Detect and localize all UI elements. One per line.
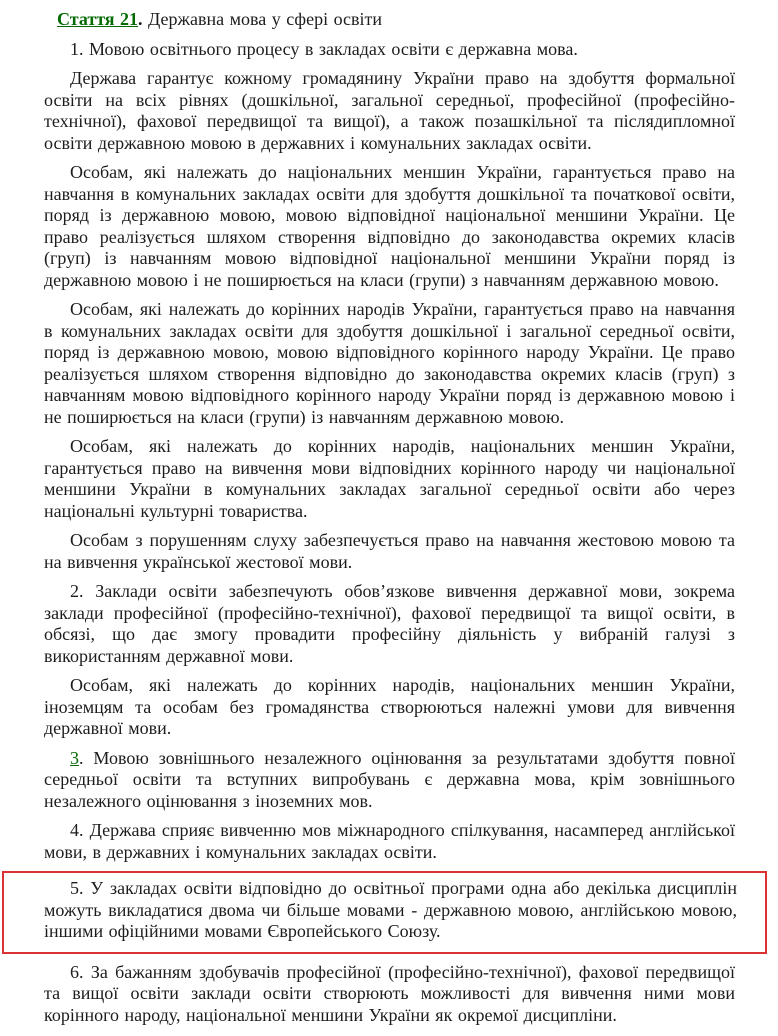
article-title — [44, 9, 735, 31]
paragraph-indigenous-peoples: Особам, які належать до корінних народів України, гарантується право на навчання в комунальних закладах освіти для здобуття дошкільної і загальної середньої освіти, поряд із державною мовою, мовою відповідного корінного народу України. Це право реалізується шляхом створення відповідно до законодавства окремих класів (груп) з навчанням мовою відповідного корінного народу України поряд із державною мовою і не поширюється на класи (групи) із навчанням державною мовою. — [44, 299, 735, 427]
paragraph-part1: 1. Мовою освітнього процесу в закладах освіти є державна мова. — [70, 38, 578, 59]
paragraph-part2: 2. Заклади освіти забезпечують обов’язкове вивчення державної мови, зокрема заклади професійної (професійно-технічної), фахової передвищої та вищої освіти, в обсязі, що дає змогу провадити професійну діяльність у вибраній галузі з використанням державної мови. — [44, 581, 735, 666]
paragraph-language-study-right: Особам, які належать до корінних народів, національних меншин України, гарантується право на вивчення мови відповідних корінного народу чи національної меншини України в комунальних закладах загальної середньої освіти або через національні культурні товариства. — [44, 436, 735, 521]
paragraph-sign-language: Особам з порушенням слуху забезпечується право на навчання жестовою мовою та на вивчення української жестової мови. — [44, 530, 735, 572]
article-title-separator: . — [138, 9, 143, 29]
paragraph-part3-text: . Мовою зовнішнього незалежного оцінювання за результатами здобуття повної середньої освіти та вступних випробувань є державна мова, крім зовнішнього незалежного оцінювання з іноземних мов. — [44, 747, 735, 811]
paragraph-foreigners: Особам, які належать до корінних народів, національних меншин України, іноземцям та особам без громадянства створюються належні умови для вивчення державної мови. — [44, 675, 735, 738]
article-title-text: Державна мова у сфері освіти — [142, 9, 383, 29]
paragraph-formal-education: Держава гарантує кожному громадянину України право на здобуття формальної освіти на всіх рівнях (дошкільної, загальної середньої, професійної (професійно-технічної), фахової передвищої та вищої), а також позашкільної та післядипломної освіти державною мовою в державних і комунальних закладах освіти. — [44, 68, 735, 153]
article-title-link[interactable]: Стаття 21 — [57, 9, 139, 29]
paragraph-part3 — [44, 748, 735, 813]
paragraph-part4: 4. Держава сприяє вивченню мов міжнародного спілкування, насамперед англійської мови, в державних і комунальних закладах освіти. — [44, 820, 735, 862]
paragraph-part5-highlighted: 5. У закладах освіти відповідно до освітньої програми одна або декілька дисциплін можуть викладатися двома чи більше мовами - державною мовою, англійською мовою, іншими офіційними мовами Європейського Союзу. — [44, 878, 737, 941]
part3-anchor-link[interactable]: 3 — [70, 747, 79, 768]
paragraph-national-minorities: Особам, які належать до національних меншин України, гарантується право на навчання в комунальних закладах освіти для здобуття дошкільної та початкової освіти, поряд із державною мовою, мовою відповідної національної меншини України. Це право реалізується шляхом створення відповідно до законодавства окремих класів (груп) із навчанням мовою відповідної національної меншини України поряд із державною мовою і не поширюється на класи (групи) з навчанням державною мовою. — [44, 162, 735, 290]
paragraph-part6: 6. За бажанням здобувачів професійної (професійно-технічної), фахової передвищої та вищої освіти заклади освіти створюють можливості для вивчення ними мови корінного народу, національної меншини України як окремої дисципліни. — [44, 961, 735, 1025]
highlight-box — [2, 871, 767, 954]
